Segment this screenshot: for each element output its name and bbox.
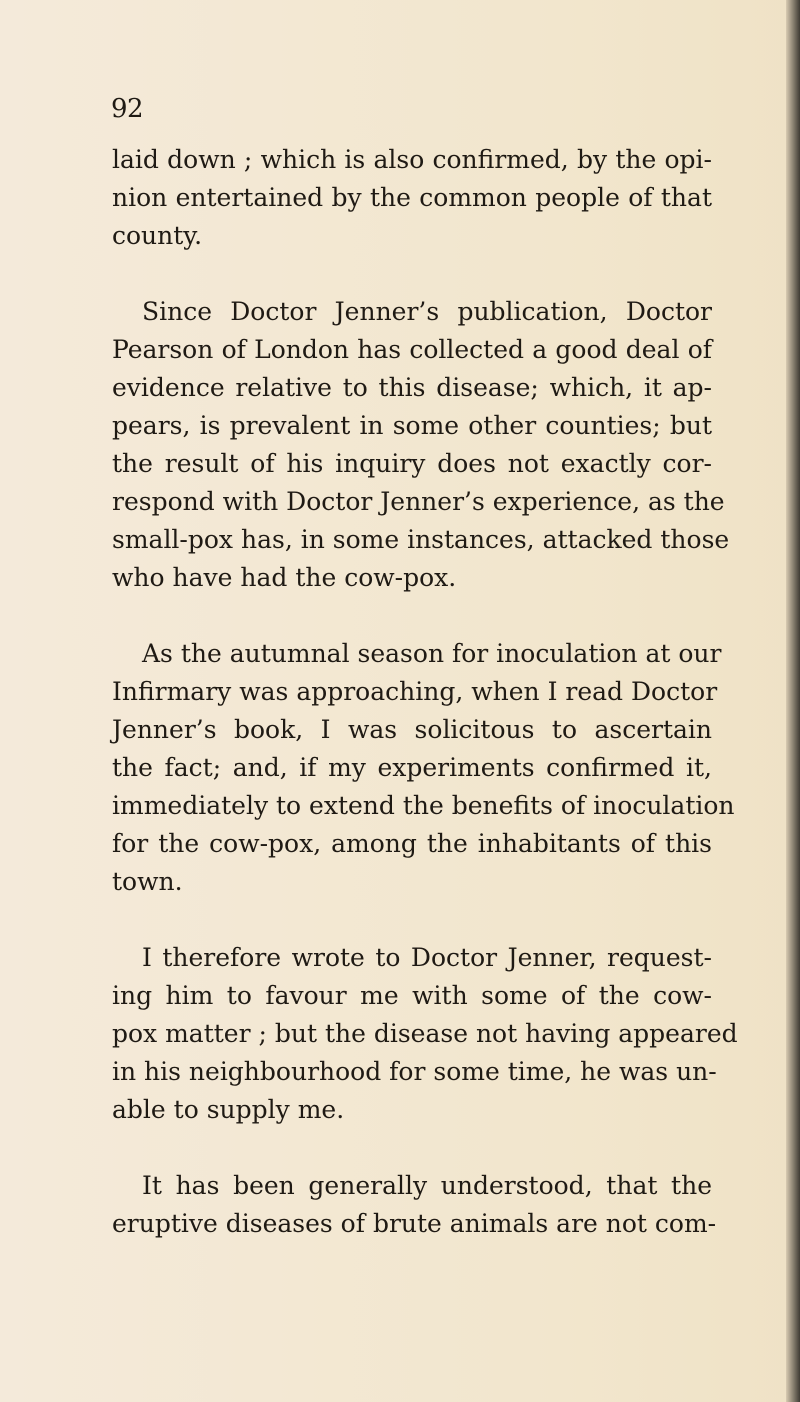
text-line: eruptive diseases of brute animals are not com-: [112, 1209, 717, 1238]
text-line: Infirmary was approaching, when I read Doctor: [112, 677, 718, 706]
text-line: respond with Doctor Jenner’s experience, as the: [112, 487, 725, 516]
text-line: I therefore wrote to Doctor Jenner, request-: [142, 943, 712, 972]
text-line: able to supply me.: [112, 1095, 345, 1124]
text-line: pears, is prevalent in some other counties; but: [112, 411, 712, 440]
text-line: laid down ; which is also confirmed, by the opi-: [112, 145, 712, 174]
text-line: immediately to extend the benefits of inoculation: [112, 791, 735, 820]
page-edge-shadow: [786, 0, 800, 1402]
text-line: As the autumnal season for inoculation at our: [142, 639, 722, 668]
text-line: town.: [112, 867, 183, 896]
text-line: It has been generally understood, that the: [142, 1171, 712, 1200]
paragraph-2: [112, 293, 730, 597]
text-line: nion entertained by the common people of that: [112, 183, 712, 212]
text-line: evidence relative to this disease; which, it ap-: [112, 373, 712, 402]
text-line: ing him to favour me with some of the cow-: [112, 981, 712, 1010]
text-line: in his neighbourhood for some time, he was un-: [112, 1057, 717, 1086]
text-line: who have had the cow-pox.: [112, 563, 457, 592]
paragraph-1: [112, 141, 712, 255]
body-text: [112, 141, 738, 1281]
text-line: pox matter ; but the disease not having appeared: [112, 1019, 738, 1048]
text-line: Since Doctor Jenner’s publication, Doctor: [142, 297, 712, 326]
text-line: small-pox has, in some instances, attacked those: [112, 525, 730, 554]
paragraph-4: [112, 939, 738, 1129]
paragraph-3: [112, 635, 735, 901]
text-line: county.: [112, 221, 203, 250]
text-line: the result of his inquiry does not exactly cor-: [112, 449, 712, 478]
text-line: the fact; and, if my experiments confirmed it,: [112, 753, 712, 782]
text-line: Jenner’s book, I was solicitous to ascertain: [112, 715, 712, 744]
text-line: for the cow-pox, among the inhabitants of this: [112, 829, 712, 858]
text-line: Pearson of London has collected a good deal of: [112, 335, 712, 364]
page-number: 92: [111, 94, 144, 124]
paragraph-5: [112, 1167, 717, 1243]
